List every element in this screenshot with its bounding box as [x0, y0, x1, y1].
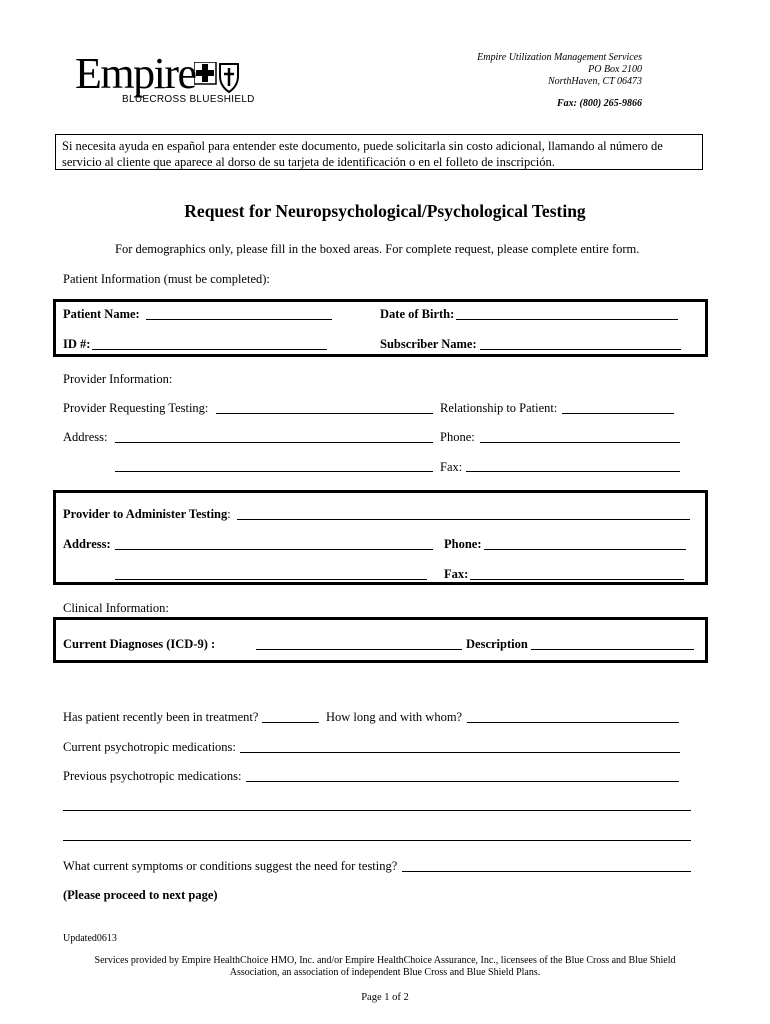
- provider-address-field[interactable]: [115, 442, 433, 443]
- administer-label-wrap: [63, 507, 231, 522]
- subscriber-name-label: Subscriber Name:: [380, 337, 477, 351]
- administer-provider-box: [53, 490, 708, 585]
- date-of-birth-field[interactable]: [456, 319, 678, 320]
- provider-fax-field[interactable]: [466, 471, 680, 472]
- clinical-section-label: Clinical Information:: [63, 601, 169, 615]
- provider-requesting-field[interactable]: [216, 413, 433, 414]
- treatment-label: Has patient recently been in treatment?: [63, 710, 259, 724]
- administer-fax-field[interactable]: [470, 579, 684, 580]
- provider-fax-label: Fax:: [440, 460, 463, 474]
- treatment-field[interactable]: [262, 722, 319, 723]
- header-fax: Fax: (800) 265-9866: [557, 98, 642, 109]
- description-field[interactable]: [531, 649, 694, 650]
- provider-section-label: Provider Information:: [63, 372, 173, 386]
- patient-section-label: Patient Information (must be completed):: [63, 272, 270, 286]
- administer-phone-label: Phone:: [444, 537, 482, 551]
- provider-address-label: Address:: [63, 430, 108, 444]
- administer-provider-field[interactable]: [237, 519, 690, 520]
- patient-name-field[interactable]: [146, 319, 332, 320]
- notice-line-1: Si necesita ayuda en español para entender este documento, puede solicitarla sin costo adicional, llamando al número de: [62, 139, 663, 153]
- symptoms-label: What current symptoms or conditions suggest the need for testing?: [63, 859, 398, 873]
- current-diagnoses-field[interactable]: [256, 649, 462, 650]
- provider-address-field-2[interactable]: [115, 471, 433, 472]
- header-org: Empire Utilization Management Services: [477, 52, 642, 63]
- instructions-text: For demographics only, please fill in the boxed areas. For complete request, please complete entire form.: [115, 242, 640, 256]
- footer-services-line-1: Services provided by Empire HealthChoice HMO, Inc. and/or Empire HealthChoice Assurance, Inc., licensees of the Blue Cross and Blue Shield: [94, 955, 676, 966]
- symptoms-field[interactable]: [402, 871, 691, 872]
- current-meds-label: Current psychotropic medications:: [63, 740, 236, 754]
- current-diagnoses-label: Current Diagnoses (ICD-9) :: [63, 637, 216, 651]
- updated-code: Updated0613: [63, 933, 117, 944]
- notes-line-2[interactable]: [63, 840, 691, 841]
- header-po-box: PO Box 2100: [588, 64, 642, 75]
- spanish-notice-box: [55, 134, 703, 170]
- footer-services: [0, 955, 770, 979]
- previous-meds-label: Previous psychotropic medications:: [63, 769, 242, 783]
- empire-logo-subtitle: BLUECROSS BLUESHIELD: [122, 94, 255, 105]
- administer-address-field[interactable]: [115, 549, 433, 550]
- provider-phone-field[interactable]: [480, 442, 680, 443]
- relationship-label: Relationship to Patient:: [440, 401, 558, 415]
- how-long-label: How long and with whom?: [326, 710, 463, 724]
- proceed-note: (Please proceed to next page): [63, 888, 218, 902]
- page-number: Page 1 of 2: [361, 992, 409, 1003]
- subscriber-name-field[interactable]: [480, 349, 681, 350]
- administer-label: Provider to Administer Testing: [63, 507, 228, 521]
- how-long-field[interactable]: [467, 722, 679, 723]
- previous-meds-field[interactable]: [246, 781, 679, 782]
- notice-line-2: servicio al cliente que aparece al dorso de su tarjeta de identificación o en el folleto de inscripción.: [62, 155, 555, 169]
- current-meds-field[interactable]: [240, 752, 680, 753]
- id-field[interactable]: [92, 349, 327, 350]
- description-label: Description: [466, 637, 528, 651]
- administer-address-label: Address:: [63, 537, 111, 551]
- notes-line-1[interactable]: [63, 810, 691, 811]
- administer-colon: :: [227, 507, 231, 521]
- empire-logo-wordmark: Empire: [75, 49, 196, 98]
- cross-and-shield-logo-icon: [194, 62, 242, 94]
- id-label: ID #:: [63, 337, 91, 351]
- provider-requesting-label: Provider Requesting Testing:: [63, 401, 209, 415]
- administer-phone-field[interactable]: [484, 549, 686, 550]
- administer-fax-label: Fax:: [444, 567, 469, 581]
- relationship-field[interactable]: [562, 413, 674, 414]
- patient-name-label: Patient Name:: [63, 307, 140, 321]
- header-city: NorthHaven, CT 06473: [548, 76, 642, 87]
- footer-services-line-2: Association, an association of independent Blue Cross and Blue Shield Plans.: [229, 967, 541, 978]
- administer-address-field-2[interactable]: [115, 579, 427, 580]
- provider-phone-label: Phone:: [440, 430, 475, 444]
- page-title: Request for Neuropsychological/Psychological Testing: [184, 201, 586, 221]
- date-of-birth-label: Date of Birth:: [380, 307, 455, 321]
